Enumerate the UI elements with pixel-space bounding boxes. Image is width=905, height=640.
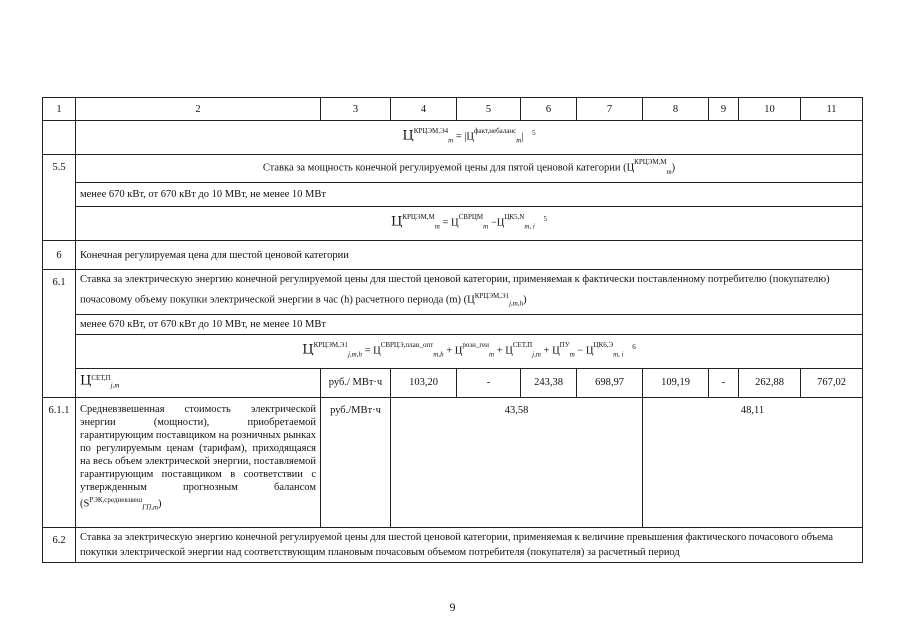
formula-row-e4 xyxy=(43,121,863,155)
header-cell: 3 xyxy=(321,98,391,121)
formula-e4: $Ц^{КРЦЭМ,Э4}_m = |Ц^{факт,небаланс}_m|$ $^5$ xyxy=(76,121,863,155)
value-cell: 103,20 xyxy=(391,368,457,397)
formula-5-5: $Ц^{КРЦЭМ,М}_m = Ц^{СВРЦМ}_m -Ц^{ЦК5,N}_{m, i}$ $^5$ xyxy=(76,207,863,241)
row-6-1-1 xyxy=(43,397,863,527)
row-number: 6.1.1 xyxy=(43,397,76,527)
tariff-label: $Ц^{СЕТ,П}_{j,m}$ xyxy=(76,368,321,397)
row-6-1-range xyxy=(43,314,863,334)
header-cell: 5 xyxy=(457,98,521,121)
row-5-5 xyxy=(43,155,863,183)
empty-num-cell xyxy=(43,121,76,155)
header-cell: 9 xyxy=(709,98,739,121)
range-text: менее 670 кВт, от 670 кВт до 10 МВт, не менее 10 МВт xyxy=(76,314,863,334)
header-cell: 7 xyxy=(577,98,643,121)
row-title: Ставка за мощность конечной регулируемой цены для пятой ценовой категории $(Ц^{КРЦЭМ,М}_m)$ xyxy=(76,155,863,183)
header-cell: 4 xyxy=(391,98,457,121)
row-number: 5.5 xyxy=(43,155,76,241)
value-cell: 262,88 xyxy=(739,368,801,397)
row-6-1 xyxy=(43,270,863,315)
formula-6-1: $Ц^{КРЦЭМ,Э1}_{j,m,h} = Ц^{СВРЦЭ,план\_опт}_{m,h} + Ц^{розн\_ген}_m + Ц^{СЕТ,П}_{j,m} + Ц^{ПУ}_m - Ц^{ЦК6,Э}_{m, i}$ $^6$ xyxy=(76,334,863,368)
row-5-5-formula xyxy=(43,207,863,241)
header-cell: 6 xyxy=(521,98,577,121)
page-number: 9 xyxy=(449,600,456,614)
value-cell-left: 43,58 xyxy=(391,397,643,527)
value-cell: - xyxy=(709,368,739,397)
row-title: Конечная регулируемая цена для шестой ценовой категории xyxy=(76,241,863,270)
range-text: менее 670 кВт, от 670 кВт до 10 МВт, не менее 10 МВт xyxy=(76,183,863,207)
value-cell: 698,97 xyxy=(577,368,643,397)
row-6-1-formula xyxy=(43,334,863,368)
header-cell: 11 xyxy=(801,98,863,121)
row-number: 6.2 xyxy=(43,527,76,562)
header-cell: 2 xyxy=(76,98,321,121)
row-text: Ставка за электрическую энергию конечной регулируемой цены для шестой ценовой категории, применяемая к величине превышения фактического почасового объема покупки электрической энергии над соответствующим плановым почасовым объемом потребителя (покупателя) за расчетный период xyxy=(76,527,863,562)
unit-cell: руб./МВт·ч xyxy=(321,397,391,527)
header-cell: 10 xyxy=(739,98,801,121)
row-number: 6 xyxy=(43,241,76,270)
row-6-2 xyxy=(43,527,863,562)
row-number: 6.1 xyxy=(43,270,76,398)
header-row xyxy=(43,98,863,121)
value-cell: - xyxy=(457,368,521,397)
row-5-5-range xyxy=(43,183,863,207)
row-text: Средневзвешенная стоимость электрической энергии (мощности), приобретаемой гарантирующим поставщиком на розничных рынках по регулируемым ценам (тарифам), приходящаяся на весь объем электрической энергии, поставляемой гарантирующим поставщиком в соответствии с утвержденным прогнозным балансом $(S^{РЭК,средневзвеш}_{ГП,m})$ xyxy=(76,397,321,527)
price-table xyxy=(42,97,863,563)
value-cell: 767,02 xyxy=(801,368,863,397)
header-cell: 8 xyxy=(643,98,709,121)
header-cell: 1 xyxy=(43,98,76,121)
row-6 xyxy=(43,241,863,270)
unit-cell: руб./ МВт·ч xyxy=(321,368,391,397)
row-title: Ставка за электрическую энергию конечной регулируемой цены для шестой ценовой категории, применяемая к фактически поставленному потребителю (покупателю) почасовому объему покупки электрической энергии в час (h) расчетного периода (m) $(Ц^{КРЦЭМ,Э1}_{j,m,h})$ xyxy=(76,270,863,315)
value-cell: 109,19 xyxy=(643,368,709,397)
value-cell-right: 48,11 xyxy=(643,397,863,527)
value-cell: 243,38 xyxy=(521,368,577,397)
tariff-row xyxy=(43,368,863,397)
